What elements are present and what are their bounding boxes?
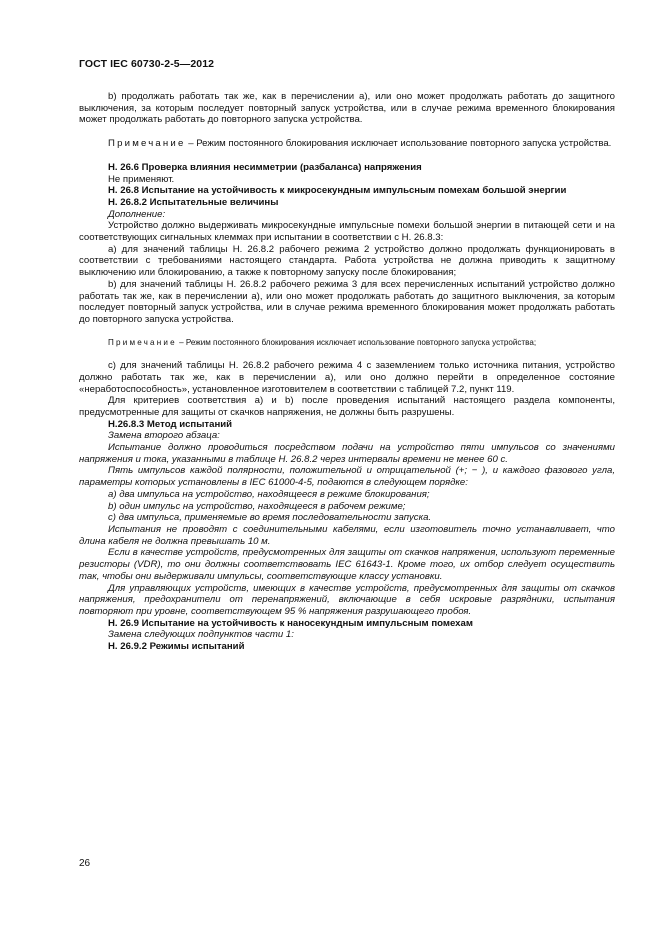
- paragraph: Для управляющих устройств, имеющих в качестве устройств, предусмотренных для защиты от скачков напряжения, предохранители от перенапряжений, включающие в себя искровые разрядники, испытания повторяют при уровне, соответствующем 95 % напряжения разрушающего пробоя.: [79, 582, 615, 617]
- subsection-heading: Н. 26.9.2 Режимы испытаний: [108, 641, 245, 653]
- paragraph: Устройство должно выдерживать микросекундные импульсные помехи большой энергии в питающей сети и на соответствующих сигнальных клеммах при испытании в соответствии с Н. 26.8.3:: [79, 220, 615, 244]
- paragraph: a) для значений таблицы Н. 26.8.2 рабочего режима 2 устройство должно продолжать функционировать в соответствии с требованиями настоящего стандарта. Работа устройства не должна приводить к защитному выключению или блокированию, а также к повторному запуску после блокирования;: [79, 243, 615, 279]
- paragraph: Если в качестве устройств, предусмотренных для защиты от скачков напряжения, используют переменные резисторы (VDR), то они должны соответствовать IEC 61643-1. Кроме того, их отбор следует осуществить так, чтобы они выдерживали импульсы, соответствующие классу установки.: [79, 547, 615, 582]
- subsection-heading: Н.26.8.3 Метод испытаний: [108, 418, 233, 430]
- section-heading: Н. 26.9 Испытание на устойчивость к наносекундным импульсным помехам: [108, 617, 473, 629]
- section-heading: Н. 26.6 Проверка влияния несимметрии (разбаланса) напряжения: [108, 161, 422, 173]
- paragraph: Не применяют.: [108, 173, 175, 185]
- paragraph: Испытание должно проводиться посредством подачи на устройство пяти импульсов со значениями напряжения и тока, указанными в таблице Н. 26.8.2 через интервалы времени не менее 60 с.: [79, 442, 615, 465]
- note-label: Примечание: [108, 138, 186, 150]
- paragraph: Испытания не проводят с соединительными кабелями, если изготовитель точно устанавливает, что длина кабеля не должна превышать 10 м.: [79, 524, 615, 547]
- document-header: ГОСТ IEC 60730-2-5—2012: [79, 58, 215, 70]
- paragraph: Дополнение:: [108, 208, 166, 220]
- page-number: 26: [79, 858, 91, 869]
- note: [79, 138, 615, 150]
- list-item: b) один импульс на устройство, находящееся в рабочем режиме;: [108, 500, 406, 512]
- paragraph: c) для значений таблицы Н. 26.8.2 рабочего режима 4 с заземлением только источника питания, устройство должно работать так же, как в перечислении a), или оно должно перейти в определенное состояние «неработоспособность», установленное изготовителем в соответствии с таблицей 7.2, пункт 119.: [79, 360, 615, 395]
- list-item: c) два импульса, применяемые во время последовательности запуска.: [108, 512, 432, 524]
- document-body: [79, 91, 615, 653]
- subsection-heading: Н. 26.8.2 Испытательные величины: [108, 196, 279, 208]
- section-heading: Н. 26.8 Испытание на устойчивость к микросекундным импульсным помехам большой энергии: [108, 185, 567, 197]
- paragraph: Замена следующих подпунктов части 1:: [108, 629, 294, 641]
- paragraph: b) для значений таблицы Н. 26.8.2 рабочего режима 3 для всех перечисленных испытаний устройство должно работать так же, как в перечислении a), или оно может продолжать работать до защитного выключения, за которым последует повторный запуск устройства, или в случае режима временного блокирования может продолжать работать до повторного запуска устройства.: [79, 278, 615, 325]
- paragraph: Пять импульсов каждой полярности, положительной и отрицательной (+; − ), и каждого фазового угла, параметры которых установлены в IEC 61000-4-5, подаются в следующем порядке:: [79, 465, 615, 489]
- note: [79, 338, 615, 349]
- paragraph: Замена второго абзаца:: [108, 430, 220, 442]
- note-text: – Режим постоянного блокирования исключает использование повторного запуска устройства;: [176, 337, 537, 347]
- paragraph: b) продолжать работать так же, как в перечислении a), или оно может продолжать работать до защитного выключения, за которым последует повторный запуск устройства, или в случае режима временного блокирования может продолжать работать до повторного запуска устройства.: [79, 91, 615, 126]
- note-text: – Режим постоянного блокирования исключает использование повторного запуска устройства.: [185, 138, 612, 150]
- paragraph: Для критериев соответствия a) и b) после проведения испытаний настоящего раздела компоненты, предусмотренные для защиты от скачков напряжения, не должны быть разрушены.: [79, 395, 615, 418]
- note-label: Примечание: [108, 337, 177, 347]
- list-item: a) два импульса на устройство, находящееся в режиме блокирования;: [108, 488, 430, 500]
